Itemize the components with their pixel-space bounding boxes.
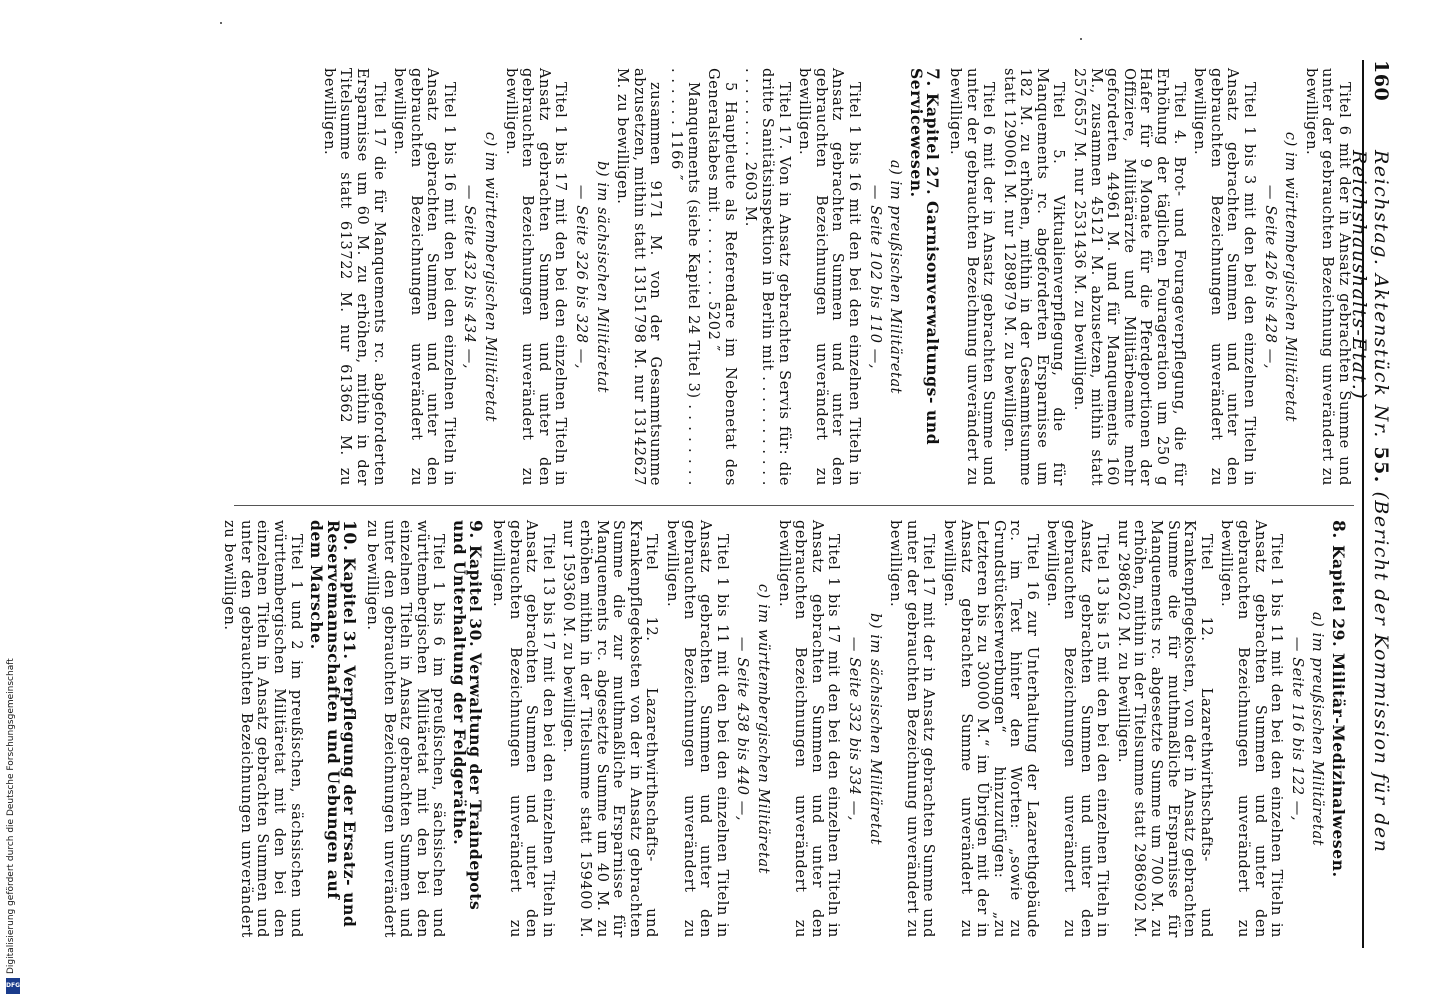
chapter-heading: [308, 520, 358, 938]
paragraph: 5 Hauptleute als Referendare im Nebenetat des Generalstabes mit . . . . . . . . 5202 ″: [705, 68, 738, 486]
paragraph: Titel 1 bis 3 mit den bei den einzelnen Titeln in Ansatz gebrachten Summen und unter den gebrauchten Bezeichnungen unverändert zu bewilligen.: [1191, 68, 1258, 486]
title-left: Reichstag. Aktenstück Nr.: [1370, 150, 1392, 439]
chapter-heading: [1329, 520, 1346, 938]
scan-speck: [220, 22, 222, 24]
chapter-number: 7.: [922, 68, 943, 87]
section-subheading: b) im sächsischen Militäretat: [866, 612, 883, 846]
title-right: (Bericht der Kommission für den Reichshaushalts-Etat.): [1348, 150, 1392, 854]
paragraph: Titel 13 bis 17 mit den bei den einzelnen Titeln in Ansatz gebrachten Summen und unter den gebrauchten Bezeichnungen unverändert zu bewilligen.: [490, 520, 556, 938]
section-subheading: — Seite 116 bis 122 —,: [1288, 636, 1305, 822]
paragraph: Titel 1 bis 16 mit den bei den einzelnen Titeln in Ansatz gebrachten Summen und unter den gebrauchten Bezeichnungen unverändert zu bewilligen.: [391, 68, 457, 486]
page-header: [1348, 60, 1394, 948]
section-subheading: — Seite 438 bis 440 —,: [734, 636, 751, 822]
chapter-heading: [449, 520, 486, 938]
chapter-number: 10.: [339, 520, 360, 552]
scan-speck: [1080, 38, 1082, 40]
dfg-logo: DFG: [6, 978, 20, 994]
column-divider: [234, 505, 1354, 506]
document-number: 55.: [1370, 446, 1392, 484]
paragraph: Titel 17 die für Manquements rc. abgeforderten Ersparnisse um 60 M. zu erhöhen, mithin in der Titelsumme statt 613722 M. nur 613662 M. zu bewilligen.: [320, 68, 387, 486]
running-title: [1348, 150, 1392, 948]
left-column: [32, 68, 1352, 486]
chapter-title: Kapitel 30. Verwaltung der Traindepots und Unterhaltung der Feldgeräthe.: [449, 520, 486, 911]
section-subheading: a) im preußischen Militäretat: [1309, 611, 1326, 847]
section-subheading: c) im württembergischen Militäretat: [482, 131, 499, 423]
section-subheading: — Seite 102 bis 110 —,: [866, 184, 883, 370]
section-subheading: a) im preußischen Militäretat: [887, 159, 904, 395]
chapter-number: 8.: [1328, 520, 1348, 539]
paragraph: Titel 1 bis 6 im preußischen, sächsischen und württembergischen Militäretat mit den bei den einzelnen Titeln in Ansatz gebrachten Summen und unter den gebrauchten Bezeichnungen unverändert zu bewilligen.: [363, 520, 447, 938]
paragraph: Titel 1 und 2 im preußischen, sächsischen und württembergischen Militäretat mit den bei den einzelnen Titeln in Ansatz gebrachten Summen und unter den gebrauchten Bezeichnungen unverändert zu bewilligen.: [221, 520, 304, 938]
paragraph: Titel 17 mit der in Ansatz gebrachten Summe und unter der gebrauchten Bezeichnung unverändert zu bewilligen.: [887, 520, 937, 938]
chapter-title: Kapitel 31. Verpflegung der Ersatz- und Reservemannschaften und Uebungen auf dem Marsche.: [307, 520, 360, 928]
chapter-number: 9.: [465, 520, 486, 539]
paragraph: Titel 5. Viktualienverpflegung, die für Manquements rc. abgeforderten Ersparnisse um 182 M. zu erhöhen, mithin in der Gesammtsumme statt 1290061 M. nur 1289879 M. zu bewilligen.: [1000, 68, 1067, 486]
credit-text: Digitalisierung gefördert durch die Deutsche Forschungsgemeinschaft: [6, 658, 16, 974]
paragraph: Titel 6 mit der in Ansatz gebrachten Summe und unter der gebrauchten Bezeichnung unverändert zu bewilligen.: [1302, 68, 1352, 486]
section-subheading: c) im württembergischen Militäretat: [755, 583, 771, 875]
paragraph: Titel 4. Brot- und Fourageverpflegung, die für Erhöhung der täglichen Fourageration um 250 g Hafer für 9 Monate für die Pferdeportionen der Offiziere, Militärärzte und Militärbeamte mehr geforderten 44961 M. und für Manquements 160 M., zusammen 45121 M. abzusetzen, mithin statt 2576557 M. nur 2531436 M. zu bewilligen.: [1071, 68, 1187, 486]
paragraph: Titel 1 bis 17 mit den bei den einzelnen Titeln in Ansatz gebrachten Summen und unter den gebrauchten Bezeichnungen unverändert zu bewilligen.: [502, 68, 569, 486]
digitization-credit: [2, 600, 26, 996]
paragraph: Titel 1 bis 17 mit den bei den einzelnen Titeln in Ansatz gebrachten Summen und unter den gebrauchten Bezeichnungen unverändert zu bewilligen.: [775, 520, 842, 938]
section-subheading: c) im württembergischen Militäretat: [1282, 131, 1299, 423]
chapter-heading: [906, 68, 943, 486]
page-number: 160: [1370, 60, 1392, 102]
section-subheading: — Seite 332 bis 334 —,: [845, 636, 862, 822]
section-subheading: — Seite 432 bis 434 —,: [461, 184, 478, 370]
paragraph: Titel 1 bis 11 mit den bei den einzelnen Titeln in Ansatz gebrachten Summen und unter den gebrauchten Bezeichnungen unverändert zu bewilligen.: [1218, 520, 1285, 938]
paragraph: Titel 12. Lazarethwirthschafts- und Krankenpflegekosten, von der in Ansatz gebrachten Summe die für muthmaßliche Ersparnisse für Manquements rc. abgesetzte Summe um 700 M. zu erhöhen, mithin in der Titelsumme statt 2986902 M. nur 2986202 M. zu bewilligen.: [1114, 520, 1214, 938]
section-subheading: b) im sächsischen Militäretat: [593, 160, 610, 394]
chapter-title: Kapitel 29. Militär-Medizinalwesen.: [1329, 544, 1348, 878]
paragraph: Titel 17. Von in Ansatz gebrachten Servis für: die dritte Sanitätsinspektion in Berlin mit . . . . . . . . . . . . . . . . . . . . 2603 M.: [742, 68, 792, 486]
right-column: [32, 520, 1352, 938]
paragraph: Titel 1 bis 16 mit den bei den einzelnen Titeln in Ansatz gebrachten Summen und unter den gebrauchten Bezeichnungen unverändert zu bewilligen.: [796, 68, 862, 486]
paragraph: Titel 13 bis 15 mit den bei den einzelnen Titeln in Ansatz gebrachten Summen und unter den gebrauchten Bezeichnungen unverändert zu bewilligen.: [1044, 520, 1111, 938]
section-subheading: — Seite 326 bis 328 —,: [573, 184, 590, 370]
paragraph: Titel 1 bis 11 mit den bei den einzelnen Titeln in Ansatz gebrachten Summen und unter den gebrauchten Bezeichnungen unverändert zu bewilligen.: [664, 520, 730, 938]
chapter-title: Kapitel 27. Garnisonverwaltungs- und Servicewesen.: [906, 68, 943, 446]
paragraph: Titel 12. Lazarethwirthschafts- und Krankenpflegekosten von der in Ansatz gebrachten Summe die zur muthmaßliche Ersparnisse für Manquements rc. abgesetzte Summe um 40 M. zu erhöhen mithin in der Titelsumme statt 159400 M. nur 159360 M. zu bewilligen.: [560, 520, 660, 938]
paragraph: Titel 16 zur Unterhaltung der Lazarethgebäude rc. im Text hinter den Worten: „sowie zu Grundstückserwerbungen“ hinzuzufügen: „zu Letzteren bis zu 30000 M.“ im Übrigen mit der in Ansatz gebrachten Summe unverändert zu bewilligen.: [940, 520, 1040, 938]
paragraph: Titel 6 mit der in Ansatz gebrachten Summe und unter der gebrauchten Bezeichnung unverändert zu bewilligen.: [946, 68, 997, 486]
paragraph: Manquements (siehe Kapitel 24 Titel 3) . . . . . . . . . . . . . . 1166 ″: [668, 68, 701, 486]
section-subheading: — Seite 426 bis 428 —,: [1261, 184, 1278, 370]
paragraph: zusammen 9171 M. von der Gesammtsumme abzusetzen, mithin statt 13151798 M. nur 13142627 M. zu bewilligen.: [614, 68, 664, 486]
